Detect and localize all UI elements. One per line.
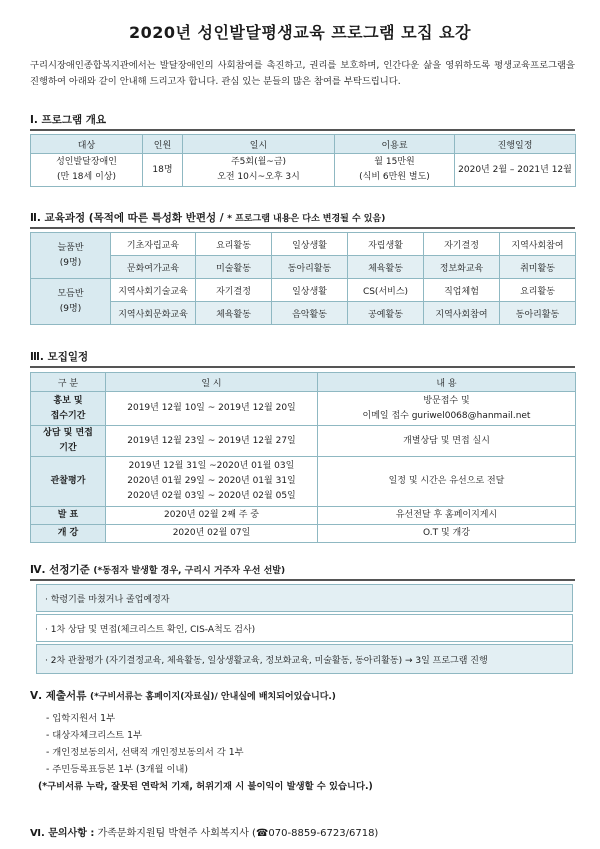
schedule-dates: 2020년 02월 2째 주 중 [106, 507, 318, 525]
group-modeum: 모듬반 (9명) [31, 279, 111, 325]
count-cell: 18명 [143, 154, 183, 187]
group-neulpum: 늘품반 (9명) [31, 233, 111, 279]
section-1-heading: Ⅰ. 프로그램 개요 [30, 114, 107, 126]
header-datetime: 일 시 [106, 373, 318, 392]
course-cell: 미술활동 [196, 256, 272, 279]
section-2-heading: Ⅱ. 교육과정 (목적에 따른 특성화 반편성 / * 프로그램 내용은 다소 변경될 수 있음) [30, 212, 386, 224]
schedule-dates: 2019년 12월 31일 ~2020년 01월 03일 2020년 01월 29일 ~ 2020년 01월 31일 2020년 02월 03일 ~ 2020년 02월 05일 [106, 457, 318, 507]
schedule-dates: 2020년 02월 07일 [106, 525, 318, 543]
course-cell: 지역사회참여 [500, 233, 576, 256]
document-item: - 입학지원서 1부 [46, 713, 116, 724]
fee-cell: 월 15만원 (식비 6만원 별도) [335, 154, 455, 187]
course-cell: 동아리활동 [500, 302, 576, 325]
section-2-note: * 프로그램 내용은 다소 변경될 수 있음) [227, 214, 386, 224]
course-cell: 공예활동 [348, 302, 424, 325]
section-6-heading: Ⅵ. 문의사항 : [30, 828, 95, 839]
schedule-content: O.T 및 개강 [318, 525, 576, 543]
course-cell: 요리활동 [500, 279, 576, 302]
criteria-item: · 1차 상담 및 면접(체크리스트 확인, CIS-A척도 검사) [36, 614, 573, 642]
intro-paragraph: 구리시장애인종합복지관에서는 발달장애인의 사회참여를 촉진하고, 권리를 보호하며, 인간다운 삶을 영위하도록 평생교육프로그램을 진행하여 아래와 같이 안내해 드리고자 합니다. 관심 있는 분들의 많은 참여를 부탁드립니다. [30, 60, 575, 87]
schedule-dates: 2019년 12월 10일 ~ 2019년 12월 20일 [106, 392, 318, 426]
schedule-cell: 주5회(월~금) 오전 10시~오후 3시 [183, 154, 335, 187]
header-period: 진행일정 [455, 135, 576, 154]
header-category: 구 분 [31, 373, 106, 392]
header-fee: 이용료 [335, 135, 455, 154]
schedule-label: 관찰평가 [31, 457, 106, 507]
course-cell: 체육활동 [196, 302, 272, 325]
schedule-label: 개 강 [31, 525, 106, 543]
course-cell: 요리활동 [196, 233, 272, 256]
documents-warning: (*구비서류 누락, 잘못된 연락처 기재, 허위기재 시 불이익이 발생할 수 있습니다.) [38, 781, 373, 792]
course-cell: 문화여가교육 [111, 256, 196, 279]
course-cell: 음악활동 [272, 302, 348, 325]
period-cell: 2020년 2월 – 2021년 12월 [455, 154, 576, 187]
section-3-divider [30, 366, 575, 368]
course-cell: CS(서비스) [348, 279, 424, 302]
course-cell: 직업체험 [424, 279, 500, 302]
schedule-label: 발 표 [31, 507, 106, 525]
section-1-divider [30, 129, 575, 131]
schedule-content: 방문접수 및 이메일 접수 guriwel0068@hanmail.net [318, 392, 576, 426]
curriculum-table [30, 232, 576, 325]
documents-list [38, 710, 373, 795]
schedule-content: 일정 및 시간은 유선으로 전달 [318, 457, 576, 507]
header-schedule: 일시 [183, 135, 335, 154]
section-3-heading: Ⅲ. 모집일정 [30, 351, 89, 363]
course-cell: 지역사회기술교육 [111, 279, 196, 302]
course-cell: 일상생활 [272, 279, 348, 302]
course-cell: 자립생활 [348, 233, 424, 256]
criteria-item: · 2차 관찰평가 (자기결정교육, 체육활동, 일상생활교육, 정보화교육, 미술활동, 동아리활동) → 3일 프로그램 진행 [36, 644, 573, 674]
contact-phone[interactable]: (☎070-8859-6723/6718) [252, 828, 379, 839]
document-item: - 대상자체크리스트 1부 [46, 730, 143, 741]
contact-line [30, 824, 378, 839]
header-count: 인원 [143, 135, 183, 154]
header-content: 내 용 [318, 373, 576, 392]
section-4-note: (*동점자 발생할 경우, 구리시 거주자 우선 선발) [93, 566, 286, 576]
schedule-dates: 2019년 12월 23일 ~ 2019년 12월 27일 [106, 426, 318, 457]
schedule-label: 홍보 및 접수기간 [31, 392, 106, 426]
course-cell: 지역사회참여 [424, 302, 500, 325]
recruitment-schedule-table [30, 372, 576, 543]
section-4-heading: Ⅳ. 선정기준 (*동점자 발생할 경우, 구리시 거주자 우선 선발) [30, 564, 286, 576]
section-2-divider [30, 227, 575, 229]
document-item: - 개인정보동의서, 선택적 개인정보동의서 각 1부 [46, 747, 244, 758]
contact-person: 가족문화지원팀 박현주 사회복지사 [97, 828, 249, 839]
course-cell: 기초자립교육 [111, 233, 196, 256]
course-cell: 체육활동 [348, 256, 424, 279]
section-5-note: (*구비서류는 홈페이지(자료실)/ 안내실에 배치되어있습니다.) [90, 692, 336, 702]
course-cell: 일상생활 [272, 233, 348, 256]
target-cell: 성인발달장애인 (만 18세 이상) [31, 154, 143, 187]
course-cell: 자기결정 [196, 279, 272, 302]
course-cell: 정보화교육 [424, 256, 500, 279]
schedule-content: 유선전달 후 홈페이지게시 [318, 507, 576, 525]
schedule-content: 개별상담 및 면접 실시 [318, 426, 576, 457]
section-4-divider [30, 579, 575, 581]
header-target: 대상 [31, 135, 143, 154]
course-cell: 동아리활동 [272, 256, 348, 279]
criteria-item: · 학령기를 마쳤거나 졸업예정자 [36, 584, 573, 612]
section-5-heading: Ⅴ. 제출서류 (*구비서류는 홈페이지(자료실)/ 안내실에 배치되어있습니다.) [30, 690, 336, 702]
course-cell: 지역사회문화교육 [111, 302, 196, 325]
program-overview-table [30, 134, 576, 187]
page-title: 2020년 성인발달평생교육 프로그램 모집 요강 [128, 23, 472, 42]
course-cell: 취미활동 [500, 256, 576, 279]
course-cell: 자기결정 [424, 233, 500, 256]
document-item: - 주민등록표등본 1부 (3개월 이내) [46, 764, 189, 775]
schedule-label: 상담 및 면접 기간 [31, 426, 106, 457]
